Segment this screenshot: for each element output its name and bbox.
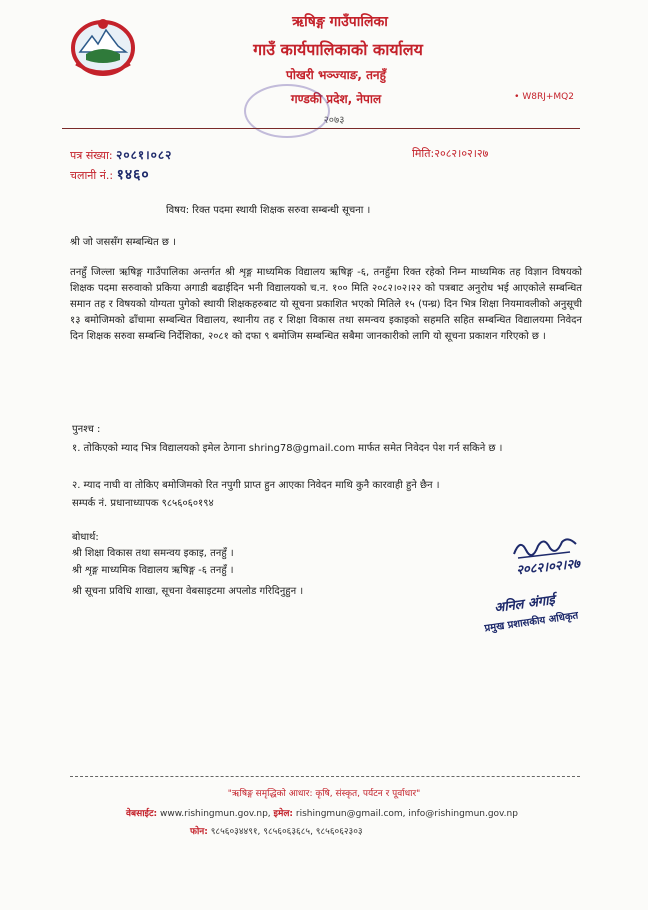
- office-stamp: [244, 84, 330, 138]
- phone-numbers: ९८५६०३४४९१, ९८५६०६३६८५, ९८५६०६२३०३: [210, 827, 363, 837]
- website-label: वेबसाईट:: [126, 809, 158, 819]
- patra-value: २०८१।०८२: [116, 148, 173, 162]
- cc-item-1: श्री शिक्षा विकास तथा समन्वय इकाइ, तनहुँ ।: [72, 548, 234, 559]
- postscript-title: पुनश्च :: [72, 424, 101, 435]
- date-value: २०८२।०२।२७: [434, 147, 489, 160]
- postscript-item-2: २. म्याद नाघी वा तोकिए बमोजिमको रित नपुगी प्राप्त हुन आएका निवेदन माथि कुनै कारवाही हुने छैन ।: [72, 480, 440, 491]
- footer-web-row: [126, 806, 518, 819]
- patra-label: पत्र संख्या:: [70, 149, 113, 162]
- cc-item-2: श्री शृङ्ग माध्यमिक विद्यालय ऋषिङ्ग -६ तनहुँ ।: [72, 565, 234, 576]
- signatory-name: अनिल अंगाई: [493, 592, 556, 617]
- postscript-item-1: १. तोकिएको म्याद भित्र विद्यालयको इमेल ठेगाना shring78@gmail.com मार्फत समेत निवेदन पेश गर्न सकिने छ ।: [72, 443, 503, 454]
- contact-line: सम्पर्क नं. प्रधानाध्यापक ९८५६०६०१९४: [72, 498, 214, 509]
- footer-divider: [70, 776, 580, 777]
- subject-line: विषय: रिक्त पदमा स्थायी शिक्षक सरुवा सम्बन्धी सूचना ।: [166, 205, 371, 216]
- phone-label: फोन:: [190, 827, 208, 837]
- footer-phone-row: [190, 824, 363, 837]
- header-divider: [62, 128, 580, 129]
- email-label: इमेल:: [273, 809, 294, 819]
- website-link[interactable]: www.rishingmun.gov.np,: [160, 809, 271, 819]
- plus-code: • W8RJ+MQ2: [514, 92, 574, 102]
- municipality-name: ऋषिङ्ग गाउँपालिका: [292, 14, 388, 30]
- office-name: गाउँ कार्यपालिकाको कार्यालय: [253, 40, 423, 59]
- date-row: [412, 146, 488, 161]
- patra-row: [70, 146, 172, 163]
- cc-title: बोधार्थ:: [72, 532, 99, 543]
- date-label: मिति:: [412, 147, 435, 160]
- office-location: पोखरी भञ्ज्याङ, तनहुँ: [286, 68, 386, 82]
- chalani-row: [70, 165, 150, 184]
- signature-date: २०८२।०२।२७: [515, 556, 581, 579]
- email-link[interactable]: rishingmun@gmail.com, info@rishingmun.gov.np: [295, 809, 518, 819]
- greeting: श्री जो जससँग सम्बन्धित छ ।: [70, 237, 176, 248]
- cc-item-3: श्री सूचना प्रविधि शाखा, सूचना वेबसाइटमा अपलोड गरिदिनुहुन ।: [72, 586, 304, 597]
- office-province: गण्डकी प्रदेश, नेपाल: [290, 92, 382, 106]
- signatory-title: प्रमुख प्रशासकीय अधिकृत: [483, 610, 579, 635]
- chalani-label: चलानी नं.:: [70, 169, 114, 182]
- chalani-value: १४६०: [116, 167, 150, 183]
- main-paragraph: तनहुँ जिल्ला ऋषिङ्ग गाउँपालिका अन्तर्गत श्री शृङ्ग माध्यमिक विद्यालय ऋषिङ्ग -६, तनहुँमा रिक्त रहेको निम्न माध्यमिक तह विज्ञान विषयको शिक्षक पदमा सरुवाको प्रकिया अगाडी बढाईदिन भनी विद्यालयको च.न. १०० मिति २०८२।०२।२२ को पत्रबाट अनुरोध भई आएकोले सम्बन्धित समान तह र विषयको योग्यता पुगेको स्थायी शिक्षकहरुबाट यो सूचना प्रकाशित भएको मितिले १५ (पन्ध्र) दिन भित्र शिक्षा नियमावलीको अनुसूची १३ बमोजिमको ढाँचामा सम्बन्धित विद्यालय, स्थानीय तह र शिक्षा विकास तथा समन्वय इकाइको सहमति सहित सम्बन्धित विद्यालयमा निवेदन दिन शिक्षक सरुवा सम्बन्धि निर्देशिका, २०८१ को दफा ९ बमोजिम सम्बन्धित सबैमा जानकारीको लागि यो सूचना प्रकाशन गरिएको छ ।: [70, 267, 582, 342]
- established-year: २०७३: [323, 115, 345, 126]
- footer-motto: "ऋषिङ्ग समृद्धिको आधार: कृषि, संस्कृत, पर्यटन र पूर्वाधार": [227, 789, 421, 799]
